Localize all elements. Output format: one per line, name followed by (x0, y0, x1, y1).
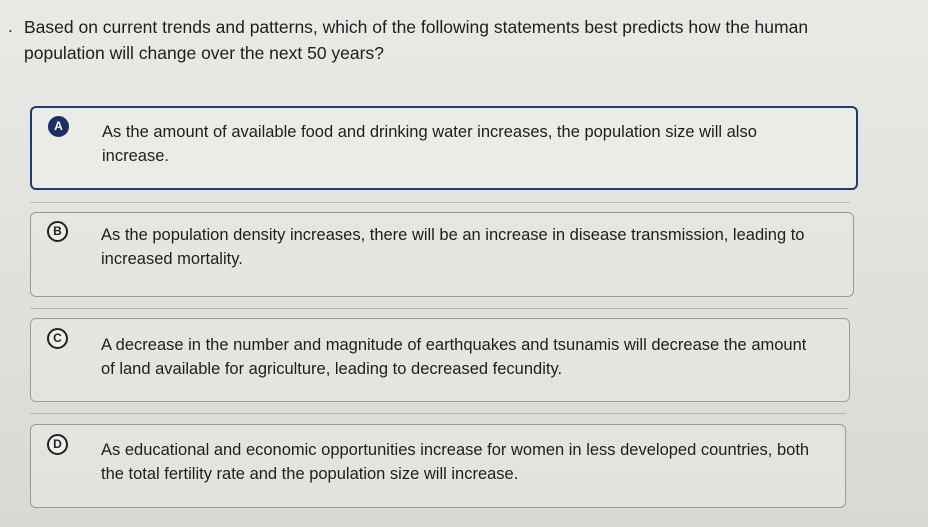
divider-a-b (30, 202, 850, 203)
choice-c-badge: C (47, 328, 68, 349)
choice-d-badge: D (47, 434, 68, 455)
choice-d[interactable] (30, 424, 846, 508)
question-number-dot: . (8, 17, 13, 36)
choice-c-text: A decrease in the number and magnitude of earthquakes and tsunamis will decrease the amount of land available for agriculture, leading to decreased fecundity. (101, 336, 807, 378)
choice-a-text: As the amount of available food and drinking water increases, the population size will also increase. (102, 123, 757, 165)
divider-c-d (30, 413, 846, 414)
choice-a-badge: A (48, 116, 69, 137)
divider-b-c (30, 308, 848, 309)
choice-d-text: As educational and economic opportunities increase for women in less developed countries, both the total fertility rate and the population size will increase. (101, 441, 810, 483)
question-text: Based on current trends and patterns, which of the following statements best predicts how the human population will change over the next 50 years? (24, 17, 809, 63)
choice-b[interactable] (30, 212, 854, 297)
choice-c[interactable] (30, 318, 850, 402)
choice-b-badge: B (47, 221, 68, 242)
choice-b-text: As the population density increases, there will be an increase in disease transmission, leading to increased mortality. (101, 226, 805, 268)
choice-a[interactable] (30, 106, 858, 190)
